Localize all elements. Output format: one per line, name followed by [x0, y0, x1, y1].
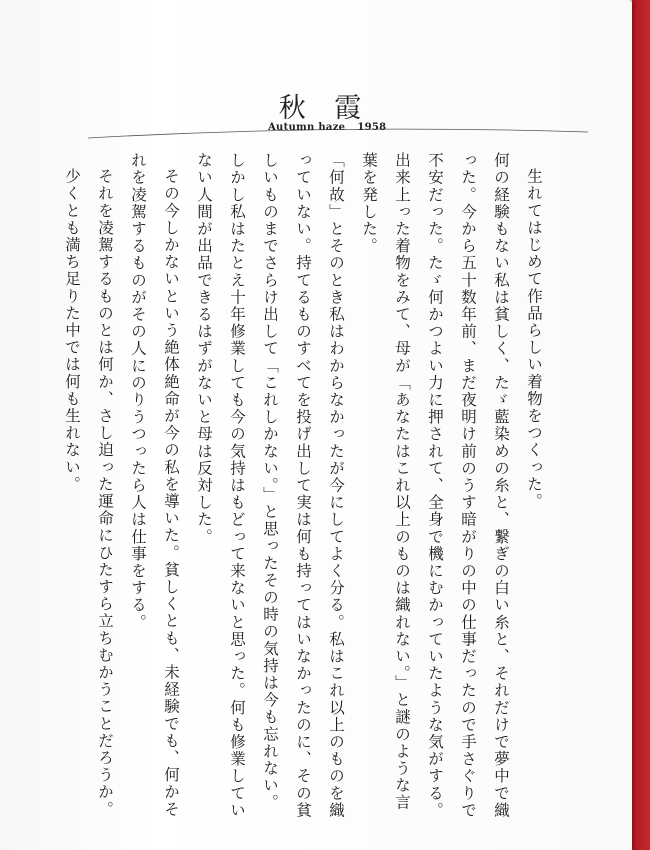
paragraph: その今しかないという絶体絶命が今の私を導いた。貧しくとも、未経験でも、何かそれを凌駕するものがその人にのりうつったら人は仕事をする。	[129, 152, 180, 818]
subtitle-year: 1958	[357, 122, 387, 133]
paragraph: 何の経験もない私は貧しく、たゞ藍染めの糸と、繋ぎの白い糸と、それだけで夢中で織った。今から五十数年前、まだ夜明け前のうす暗がりの中の仕事だったので手さぐりで不安だった。たゞ何かつよい力に押されて、全身で機にむかっていたような気がする。出来上った着物をみて、母が「あなたはこれ以上のものは織れない。」と謎のような言葉を発した。	[360, 152, 510, 819]
paragraph: 少くとも満ち足りた中では何も生れない。	[63, 167, 81, 493]
paragraph: それを凌駕するものとは何か、さし迫った運命にひたすら立ちむかうことだろうか。	[96, 167, 114, 818]
paragraph: しかし私はたとえ十年修業しても今の気持はもどって来ないと思った。何も修業していない人間が出品できるはずがないと母は反対した。	[195, 152, 246, 819]
subtitle-english: Autumn haze	[268, 122, 346, 133]
paragraph: 「何故」とそのとき私はわからなかったが今にしてよく分る。私はこれ以上のものを織っていない。持てるものすべてを投げ出して実は何も持ってはいなかったのに、その貧しいものまでさらけ出して「これしかない。」と思ったその時の気持は今も忘れない。	[261, 152, 345, 819]
paragraph: 生れてはじめて作品らしい着物をつくった。	[525, 167, 543, 510]
vertical-text-body	[50, 152, 550, 822]
page-title: 秋 霞	[278, 93, 372, 124]
book-cover-edge	[632, 0, 650, 850]
page-subtitle	[268, 122, 386, 133]
